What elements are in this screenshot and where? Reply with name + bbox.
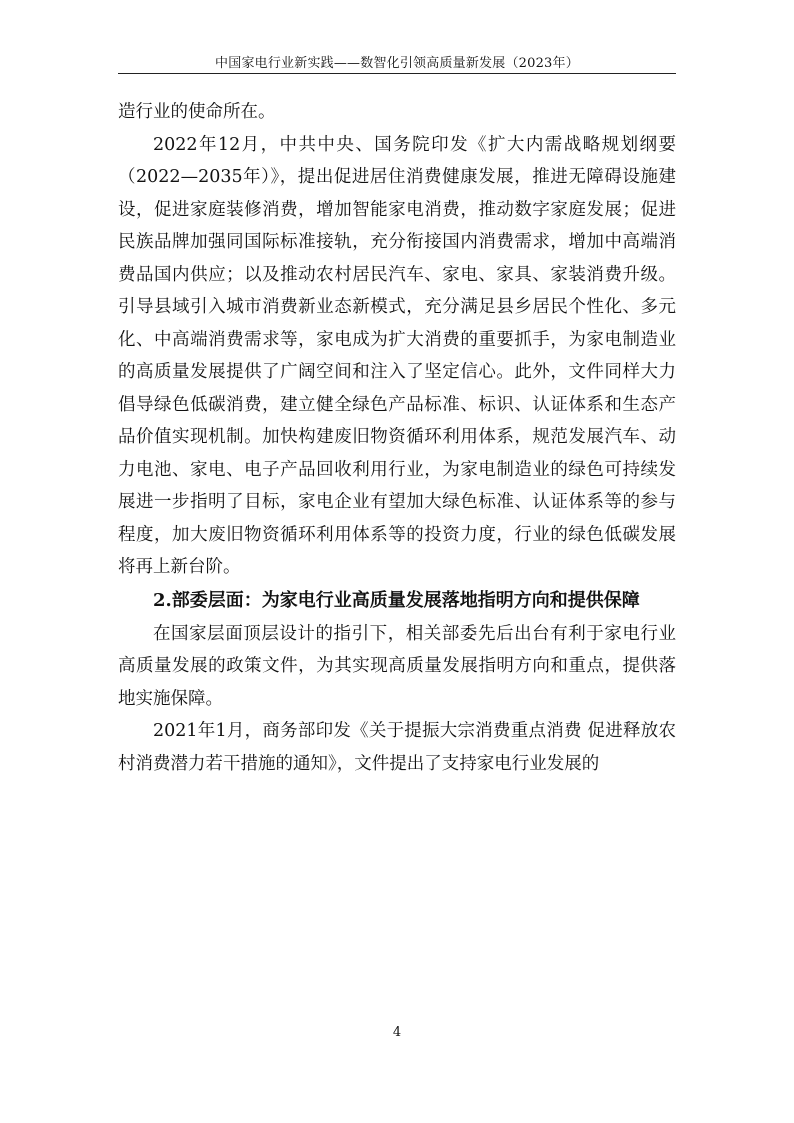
section-heading: 2.部委层面：为家电行业高质量发展落地指明方向和提供保障 [153, 589, 640, 611]
header-divider [118, 73, 676, 74]
document-body [118, 96, 676, 780]
paragraph-ministry-policy: 在国家层面顶层设计的指引下，相关部委先后出台有利于家电行业高质量发展的政策文件，为其实现高质量发展指明方向和重点，提供落地实施保障。 [118, 623, 676, 709]
paragraph-continuation: 造行业的使命所在。 [118, 102, 276, 122]
running-header: 中国家电行业新实践——数智化引领高质量新发展（2023年） [215, 56, 579, 71]
page-number: 4 [392, 1025, 402, 1040]
paragraph-mofcom-notice: 2021年1月，商务部印发《关于提振大宗消费重点消费 促进释放农村消费潜力若干措施的通知》，文件提出了支持家电行业发展的 [118, 721, 676, 774]
paragraph-consumption-strategy: 2022年12月，中共中央、国务院印发《扩大内需战略规划纲要（2022—2035年）》，提出促进居住消费健康发展，推进无障碍设施建设，促进家庭装修消费，增加智能家电消费，推动数字家庭发展；促进民族品牌加强同国际标准接轨，充分衔接国内消费需求，增加中高端消费品国内供应；以及推动农村居民汽车、家电、家具、家装消费升级。引导县域引入城市消费新业态新模式，充分满足县乡居民个性化、多元化、中高端消费需求等，家电成为扩大消费的重要抓手，为家电制造业的高质量发展提供了广阔空间和注入了坚定信心。此外，文件同样大力倡导绿色低碳消费，建立健全绿色产品标准、标识、认证体系和生态产品价值实现机制。加快构建废旧物资循环利用体系，规范发展汽车、动力电池、家电、电子产品回收利用行业，为家电制造业的绿色可持续发展进一步指明了目标，家电企业有望加大绿色标准、认证体系等的参与程度，加大废旧物资循环利用体系等的投资力度，行业的绿色低碳发展将再上新台阶。 [118, 134, 676, 577]
